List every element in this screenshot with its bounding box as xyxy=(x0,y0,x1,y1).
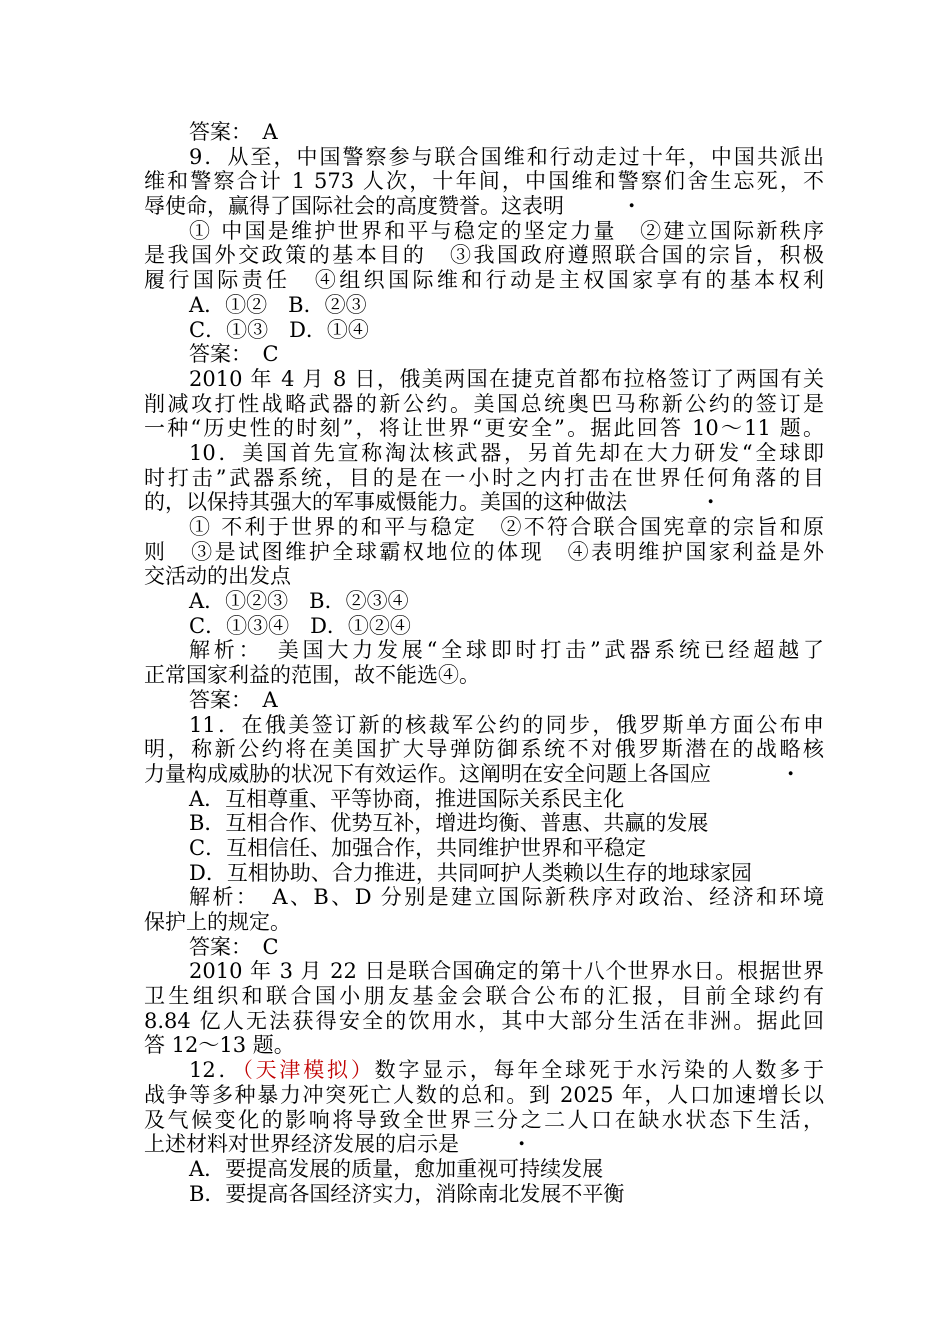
line-text: A．①②③ B．②③④ xyxy=(189,589,409,614)
line-text: 答案： A xyxy=(189,687,278,712)
line-text: ① 不利于世界的和平与稳定 ②不符合联合国宪章的宗旨和原 xyxy=(189,515,824,539)
line-text: C．互相信任、加强合作，共同维护世界和平稳定 xyxy=(189,835,647,860)
text-line xyxy=(144,959,824,984)
text-line xyxy=(144,318,824,343)
line-text: ① 中国是维护世界和平与稳定的坚定力量 ②建立国际新秩序 xyxy=(189,218,824,243)
line-text: 解析： A、B、D 分别是建立国际新秩序对政治、经济和环境 xyxy=(189,885,824,910)
line-text: 力量构成威胁的状况下有效运作。这阐明在安全问题上各国应 xyxy=(144,761,711,786)
text-line xyxy=(144,268,824,293)
line-text: 答案： C xyxy=(189,934,279,959)
line-text: 及气候变化的影响将导致全世界三分之二人口在缺水状态下生活， xyxy=(144,1107,824,1132)
text-line xyxy=(144,754,824,787)
text-line xyxy=(144,787,824,812)
text-line xyxy=(144,811,824,836)
text-line xyxy=(144,243,824,268)
line-text: 履行国际责任 ④组织国际维和行动是主权国家享有的基本权利 xyxy=(144,268,824,293)
line-text: 明，称新公约将在美国扩大导弹防御系统不对俄罗斯潜在的战略核 xyxy=(144,737,824,762)
line-text: 10．美国首先宣称淘汰核武器，另首先却在大力研发“全球即 xyxy=(189,440,824,465)
text-line xyxy=(144,416,824,441)
text-line xyxy=(144,663,824,688)
line-text: 11．在俄美签订新的核裁军公约的同步，俄罗斯单方面公布申 xyxy=(189,712,824,737)
text-line xyxy=(144,589,824,614)
line-text: C．①③④ D．①②④ xyxy=(189,613,411,638)
question-number: 12． xyxy=(189,1058,243,1083)
line-text: 则 ③是试图维护全球霸权地位的体现 ④表明维护国家利益是外 xyxy=(144,539,824,564)
text-line xyxy=(144,293,824,318)
line-text: 交活动的出发点 xyxy=(144,564,291,589)
text-line xyxy=(144,466,824,491)
text-line xyxy=(144,342,824,367)
text-line xyxy=(144,540,824,565)
line-text: 8.84 亿人无法获得安全的饮用水，其中大部分生活在非洲。据此回 xyxy=(144,1008,824,1033)
answer-blank-dot: . xyxy=(787,754,795,780)
answer-blank-dot: . xyxy=(518,1125,526,1151)
line-text: 2010 年 3 月 22 日是联合国确定的第十八个世界水日。根据世界 xyxy=(189,959,824,984)
text-line xyxy=(144,737,824,762)
line-text: 卫生组织和联合国小朋友基金会联合公布的汇报，目前全球约有 xyxy=(144,984,824,1009)
text-line xyxy=(144,1157,824,1182)
text-line xyxy=(144,1009,824,1034)
line-text: C．①③ D．①④ xyxy=(189,317,369,342)
line-text: 辱使命，赢得了国际社会的高度赞誉。这表明 xyxy=(144,194,564,219)
line-text: 答案： A xyxy=(189,120,278,144)
line-text: 解析： 美国大力发展“全球即时打击”武器系统已经超越了 xyxy=(189,638,824,663)
text-line xyxy=(144,861,824,886)
text-line xyxy=(144,1083,824,1108)
line-text: 一种“历史性的时刻”，将让世界“更安全”。据此回答 10～11 题。 xyxy=(144,416,824,441)
text-line xyxy=(144,836,824,861)
text-line xyxy=(144,367,824,392)
line-text: A．要提高发展的质量，愈加重视可持续发展 xyxy=(189,1156,604,1181)
line-text: 战争等多种暴力冲突死亡人数的总和。到 2025 年，人口加速增长以 xyxy=(144,1082,824,1107)
line-text: 的，以保持其强大的军事威慑能力。美国的这种做法 xyxy=(144,490,627,515)
line-text: 答 12～13 题。 xyxy=(144,1033,295,1058)
line-text: D．互相协助、合力推进，共同呵护人类赖以生存的地球家园 xyxy=(189,860,752,885)
line-text: B．要提高各国经济实力，消除南北发展不平衡 xyxy=(189,1181,625,1206)
text-line xyxy=(144,392,824,417)
line-text: 保护上的规定。 xyxy=(144,910,291,934)
source-tag: （天津模拟） xyxy=(242,1058,375,1083)
line-text: 答案： C xyxy=(189,342,279,367)
text-line xyxy=(144,1108,824,1133)
text-line xyxy=(144,688,824,713)
answer-blank-dot: . xyxy=(707,483,715,509)
line-text: 维和警察合计 1 573 人次，十年间，中国维和警察们舍生忘死，不 xyxy=(144,169,824,194)
text-line xyxy=(144,713,824,738)
text-line xyxy=(144,885,824,910)
text-line xyxy=(144,638,824,663)
line-text: B．互相合作、优势互补，增进均衡、普惠、共赢的发展 xyxy=(189,811,709,836)
line-text: 2010 年 4 月 8 日，俄美两国在捷克首都布拉格签订了两国有关 xyxy=(189,366,824,391)
text-line xyxy=(144,515,824,540)
line-text: 削减攻打性战略武器的新公约。美国总统奥巴马称新公约的签订是 xyxy=(144,391,824,416)
text-line xyxy=(144,441,824,466)
text-line xyxy=(144,984,824,1009)
text-line xyxy=(144,483,824,515)
text-line xyxy=(144,910,824,935)
text-line xyxy=(144,1058,824,1083)
line-text: 正常国家利益的范围，故不能选④。 xyxy=(144,663,480,688)
text-line xyxy=(144,614,824,639)
answer-blank-dot: . xyxy=(628,187,636,213)
text-line xyxy=(144,935,824,960)
text-line xyxy=(144,1125,824,1157)
line-text: 数字显示，每年全球死于水污染的人数多于 xyxy=(374,1058,824,1083)
document-body xyxy=(144,120,824,1206)
text-line xyxy=(144,145,824,170)
text-line xyxy=(144,1182,824,1207)
line-text: A．①② B．②③ xyxy=(189,292,367,317)
text-line xyxy=(144,169,824,194)
line-text: 时打击”武器系统，目的是在一小时之内打击在世界任何角落的目 xyxy=(144,465,824,490)
line-text: 9．从至，中国警察参与联合国维和行动走过十年，中国共派出 xyxy=(189,144,824,169)
text-line xyxy=(144,564,824,589)
text-line xyxy=(144,1033,824,1058)
line-text: 上述材料对世界经济发展的启示是 xyxy=(144,1132,459,1157)
text-line xyxy=(144,187,824,219)
text-line xyxy=(144,219,824,244)
text-line xyxy=(144,120,824,145)
line-text: A．互相尊重、平等协商，推进国际关系民主化 xyxy=(189,786,625,811)
line-text: 是我国外交政策的基本目的 ③我国政府遵照联合国的宗旨，积极 xyxy=(144,243,824,268)
